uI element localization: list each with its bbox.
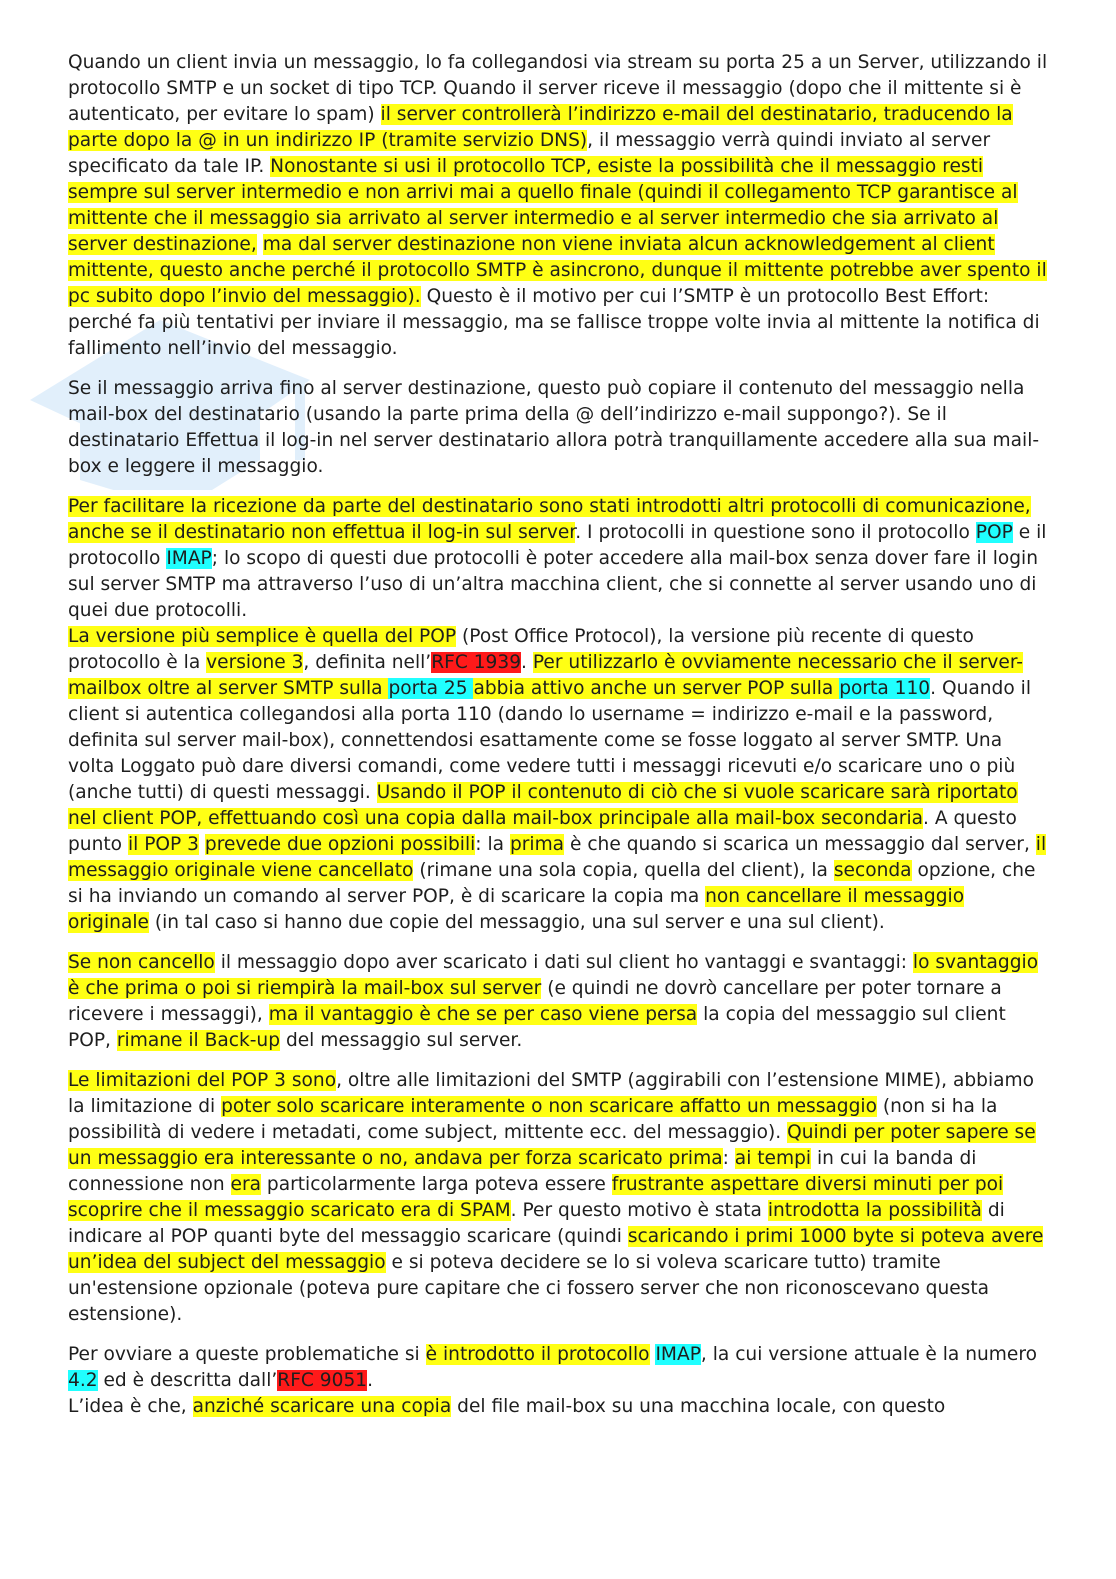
highlighted-text: seconda <box>833 860 912 881</box>
text-run: , definita nell’ <box>303 652 432 673</box>
highlighted-text: il messaggio originale viene cancellato <box>68 834 1047 881</box>
paragraph-pop-pros-cons <box>68 950 1048 1054</box>
text-run: Se il messaggio arriva fino al server destinazione, questo può copiare il contenuto del messaggio nella mail-box del destinatario (usando la parte prima della @ dell’indirizzo e-mail suppongo?). Se il destinatario Effettua il log-in nel server destinatario allora potrà tranquillamente accedere alla sua mail-box e leggere il messaggio. <box>68 378 1040 477</box>
paragraph-mailbox-copy <box>68 376 1048 480</box>
paragraph-pop-limitations <box>68 1068 1048 1328</box>
highlighted-text: ma dal server destinazione non viene inviata alcun acknowledgement al client mittente, questo anche perché il protocollo SMTP è asincrono, dunque il mittente potrebbe aver spento il pc subito dopo l’invio del messaggio). <box>68 234 1047 307</box>
text-run <box>257 234 263 255</box>
text-run: e si poteva decidere se lo si voleva scaricare tutto) tramite un'estensione opzionale (poteva pure capitare che ci fossero server che non riconoscevano questa estensione). <box>68 1252 990 1325</box>
text-run: del messaggio sul server. <box>280 1030 523 1051</box>
text-run: : <box>722 1148 735 1169</box>
highlighted-text: non cancellare il messaggio originale <box>68 886 965 933</box>
text-run: Questo è il motivo per cui l’SMTP è un protocollo Best Effort: perché fa più tentativi per inviare il messaggio, ma se fallisce troppe volte invia al mittente la notifica di fallimento nell’invio del messaggio. <box>68 286 1040 359</box>
text-run: . <box>367 1370 374 1391</box>
highlighted-text: Quindi per poter sapere se un messaggio era interessante o no, andava per forza scaricato prima <box>68 1122 1036 1169</box>
highlighted-text: poter solo scaricare interamente o non scaricare affatto un messaggio <box>221 1096 877 1117</box>
highlighted-text: IMAP <box>655 1344 701 1365</box>
highlighted-text: prevede due opzioni possibili <box>204 834 476 855</box>
highlighted-text: porta 25 <box>388 678 474 699</box>
text-run: ed è descritta dall’ <box>97 1370 278 1391</box>
highlighted-text: RFC 1939 <box>431 652 522 673</box>
text-run: la copia del messaggio sul client POP, <box>68 1004 1006 1051</box>
text-run: . <box>521 652 533 673</box>
text-run: opzione, che si ha inviando un comando al server POP, è di scaricare la copia ma <box>68 860 1036 907</box>
text-run: (rimane una sola copia, quella del client), la <box>413 860 834 881</box>
highlighted-text: Per facilitare la ricezione da parte del destinatario sono stati introdotti altri protocolli di comunicazione, anche se il destinatario non effettua il log-in sul server <box>68 496 1031 543</box>
highlighted-text: versione 3 <box>206 652 304 673</box>
text-run: (in tal caso si hanno due copie del messaggio, una sul server e una sul client). <box>148 912 885 933</box>
highlighted-text: porta 110 <box>839 678 931 699</box>
highlighted-text: POP <box>975 522 1013 543</box>
paragraph-pop-protocol <box>68 624 1048 936</box>
highlighted-text: 4.2 <box>68 1370 98 1391</box>
paragraph-imap-idea <box>68 1394 1048 1420</box>
text-run: . A questo punto <box>68 808 1017 855</box>
highlighted-text: il POP 3 <box>127 834 199 855</box>
text-run: . Quando il client si autentica collegandosi alla porta 110 (dando lo username = indirizzo e-mail e la password, definita sul server mail-box), connettendosi esattamente come se fosse loggato al server SMTP. Una volta Loggato può dare diversi comandi, come vedere tutti i messaggi ricevuti e/o scaricare uno o più (anche tutti) di questi messaggi. <box>68 678 1031 803</box>
text-run: Quando un client invia un messaggio, lo fa collegandosi via stream su porta 25 a un Server, utilizzando il protocollo SMTP e un socket di tipo TCP. Quando il server riceve il messaggio (dopo che il mittente si è autenticato, per evitare lo spam) <box>68 52 1048 125</box>
highlighted-text: RFC 9051 <box>277 1370 368 1391</box>
highlighted-text: era <box>230 1174 261 1195</box>
text-run: del file mail-box su una macchina locale, con questo <box>451 1396 946 1417</box>
highlighted-text: è introdotto il protocollo <box>425 1344 650 1365</box>
highlighted-text: ai tempi <box>734 1148 812 1169</box>
text-run: : la <box>475 834 510 855</box>
text-run: (e quindi ne dovrò cancellare per poter tornare a ricevere i messaggi), <box>68 978 1002 1025</box>
highlighted-text: il server controllerà l’indirizzo e-mail del destinatario, traducendo la parte dopo la @ in un indirizzo IP (tramite servizio DNS) <box>68 104 1013 151</box>
highlighted-text: Nonostante si usi il protocollo TCP, esiste la possibilità che il messaggio resti sempre sul server intermedio e non arrivi mai a quello finale (quindi il collegamento TCP garantisce al mittente che il messaggio sia arrivato al server intermedio e al server intermedio che sia arrivato al server destinazione, <box>68 156 1018 255</box>
paragraph-smtp-delivery <box>68 50 1048 362</box>
highlighted-text: prima <box>509 834 565 855</box>
document-page <box>68 50 1048 1420</box>
paragraph-retrieval-protocols <box>68 494 1048 624</box>
text-run: . I protocolli in questione sono il protocollo <box>575 522 976 543</box>
highlighted-text: scaricando i primi 1000 byte si poteva avere un’idea del subject del messaggio <box>68 1226 1044 1273</box>
highlighted-text: abbia attivo anche un server POP sulla <box>473 678 840 699</box>
highlighted-text: rimane il Back-up <box>116 1030 281 1051</box>
highlighted-text: Le limitazioni del POP 3 sono <box>68 1070 337 1091</box>
text-run: particolarmente larga poteva essere <box>261 1174 612 1195</box>
highlighted-text: Per utilizzarlo è ovviamente necessario che il server-mailbox oltre al server SMTP sulla <box>68 652 1024 699</box>
highlighted-text: La versione più semplice è quella del POP <box>68 626 457 647</box>
highlighted-text: Usando il POP il contenuto di ciò che si vuole scaricare sarà riportato nel client POP, effettuando così una copia dalla mail-box principale alla mail-box secondaria <box>68 782 1018 829</box>
highlighted-text: Se non cancello <box>68 952 215 973</box>
highlighted-text: lo svantaggio è che prima o poi si riempirà la mail-box sul server <box>68 952 1039 999</box>
text-run: L’idea è che, <box>68 1396 193 1417</box>
highlighted-text: anziché scaricare una copia <box>192 1396 452 1417</box>
text-run: , il messaggio verrà quindi inviato al server specificato da tale IP. <box>68 130 991 177</box>
highlighted-text: frustrante aspettare diversi minuti per poi scoprire che il messaggio scaricato era di SPAM <box>68 1174 1004 1221</box>
text-run: e il protocollo <box>68 522 1047 569</box>
highlighted-text: ma il vantaggio è che se per caso viene persa <box>268 1004 698 1025</box>
text-run: il messaggio dopo aver scaricato i dati sul client ho vantaggi e svantaggi: <box>214 952 913 973</box>
paragraph-imap-intro <box>68 1342 1048 1394</box>
text-run: , la cui versione attuale è la numero <box>700 1344 1037 1365</box>
highlighted-text: introdotta la possibilità <box>767 1200 982 1221</box>
text-run: (non si ha la possibilità di vedere i metadati, come subject, mittente ecc. del messaggio). <box>68 1096 998 1143</box>
text-run: di indicare al POP quanti byte del messaggio scaricare (quindi <box>68 1200 1005 1247</box>
text-run: . Per questo motivo è stata <box>510 1200 768 1221</box>
text-run: è che quando si scarica un messaggio dal server, <box>564 834 1036 855</box>
text-run: , oltre alle limitazioni del SMTP (aggirabili con l’estensione MIME), abbiamo la limitazione di <box>68 1070 1034 1117</box>
text-run: Per ovviare a queste problematiche si <box>68 1344 426 1365</box>
highlighted-text: IMAP <box>166 548 212 569</box>
text-run: ; lo scopo di questi due protocolli è poter accedere alla mail-box senza dover fare il login sul server SMTP ma attraverso l’uso di un’altra macchina client, che si connette al server usando uno di quei due protocolli. <box>68 548 1039 621</box>
text-run: in cui la banda di connessione non <box>68 1148 977 1195</box>
text-run: (Post Office Protocol), la versione più recente di questo protocollo è la <box>68 626 974 673</box>
